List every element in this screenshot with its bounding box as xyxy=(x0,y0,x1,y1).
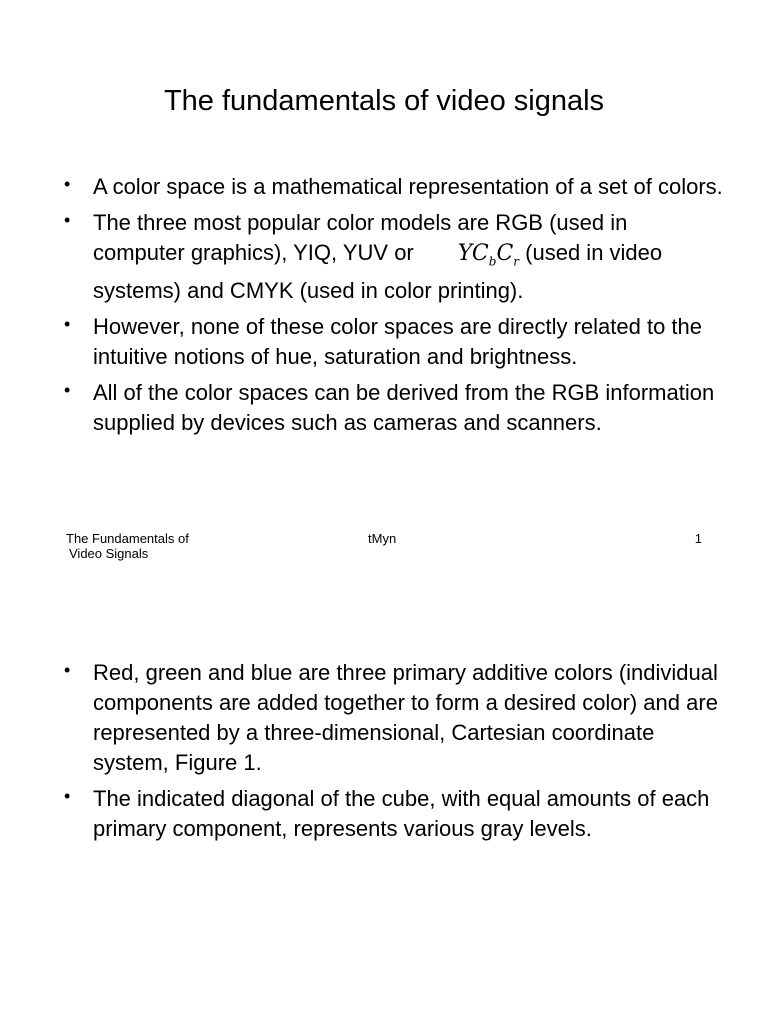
bullet-text: The indicated diagonal of the cube, with equal amounts of each primary component, represents various gray levels. xyxy=(93,786,710,841)
slide-title: The fundamentals of video signals xyxy=(163,85,605,117)
bullet-icon: • xyxy=(64,314,71,335)
bullet-icon: • xyxy=(64,380,71,401)
bullet-text: A color space is a mathematical representation of a set of colors. xyxy=(93,174,723,199)
bullet-list-slide-1 xyxy=(64,172,724,444)
page-number: 1 xyxy=(694,531,702,546)
bullet-icon: • xyxy=(64,660,71,680)
bullet-text: Red, green and blue are three primary additive colors (individual components are added together to form a desired color) and are represented by a three-dimensional, Cartesian coordinate system, Figure 1. xyxy=(93,660,718,775)
footer-title-line-1: The Fundamentals of xyxy=(66,531,189,546)
bullet-text: All of the color spaces can be derived from the RGB information supplied by devices such as cameras and scanners. xyxy=(93,380,715,436)
math-formula: $YC_bC_r$ xyxy=(457,241,520,269)
bullet-item xyxy=(64,312,724,372)
bullet-item xyxy=(64,172,724,202)
bullet-icon: • xyxy=(64,786,71,806)
bullet-item xyxy=(64,208,724,306)
bullet-text: The three most popular color models are RGB (used in computer graphics), YIQ, YUV or xyxy=(93,210,628,265)
bullet-list-slide-2 xyxy=(64,658,724,850)
bullet-item xyxy=(64,658,724,778)
bullet-item xyxy=(64,378,724,438)
bullet-item xyxy=(64,784,724,844)
footer-author: tMyn xyxy=(368,531,397,546)
bullet-text: However, none of these color spaces are directly related to the intuitive notions of hue, saturation and brightness. xyxy=(93,314,703,370)
bullet-text-tail: (used in video systems) and CMYK (used in color printing). xyxy=(93,240,663,304)
footer-title xyxy=(66,531,266,561)
bullet-icon: • xyxy=(64,174,71,194)
footer-title-line-2: Video Signals xyxy=(69,546,149,561)
bullet-icon: • xyxy=(64,210,71,230)
